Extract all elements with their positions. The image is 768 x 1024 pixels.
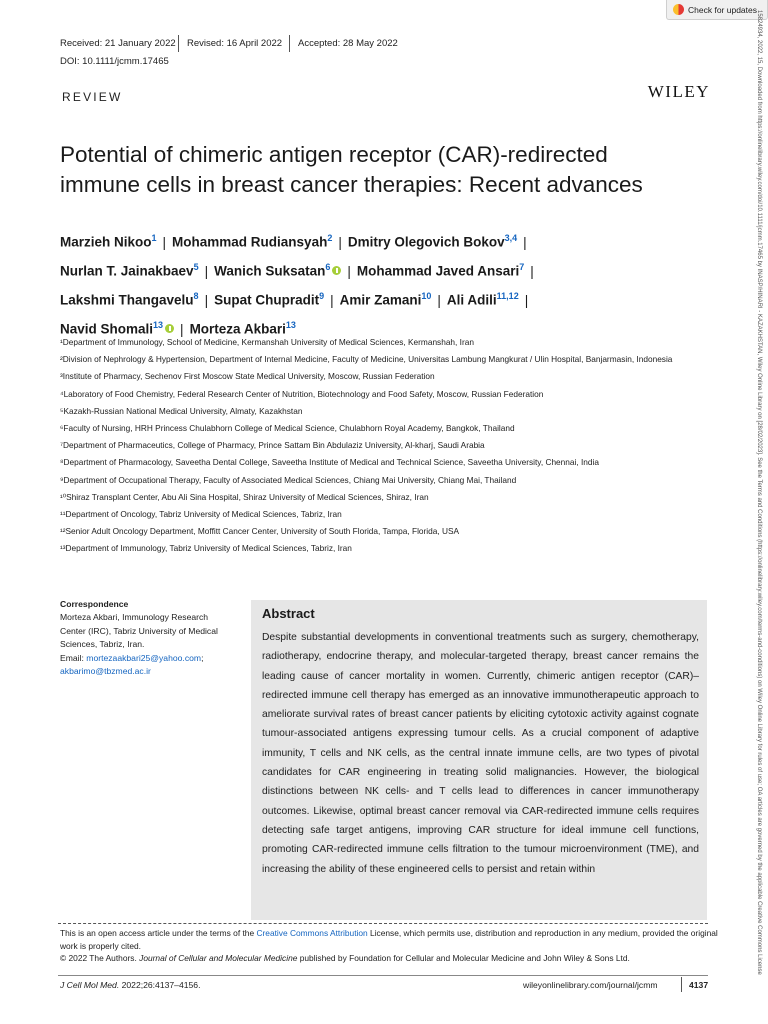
footer-divider [681,977,682,992]
license-block [60,927,720,965]
journal-url[interactable]: wileyonlinelibrary.com/journal/jcmm [523,980,658,990]
author-affiliation-sup: 7 [519,262,525,272]
author-separator: | [347,263,351,279]
publisher-logo: WILEY [647,82,710,101]
author-separator: | [437,292,441,308]
author-affiliation-sup: 5 [193,262,199,272]
author-separator: | [180,321,184,337]
header-divider [178,35,179,52]
author-name[interactable]: Wanich Suksatan [214,263,326,279]
affiliation-item: ⁶Faculty of Nursing, HRH Princess Chulabhorn College of Medical Science, Chulabhorn Royal Academy, Bangkok, Thailand [60,423,515,434]
author-affiliation-sup: 2 [327,233,333,243]
author-separator: | [523,234,527,250]
author-separator: | [330,292,334,308]
page-number: 4137 [689,980,709,990]
author-affiliation-sup: 10 [421,291,432,301]
doi: DOI: 10.1111/jcmm.17465 [60,56,169,67]
author-name[interactable]: Lakshmi Thangavelu [60,292,194,308]
article-title: Potential of chimeric antigen receptor (CAR)-redirected immune cells in breast cancer therapies: Recent advances [60,142,643,197]
footer-rule [58,975,708,976]
journal-name: Journal of Cellular and Molecular Medicine [139,953,298,963]
author-separator: | [338,234,342,250]
footer-citation [60,980,200,990]
author-name[interactable]: Nurlan T. Jainakbaev [60,263,194,279]
check-for-updates-label: Check for updates [688,4,757,15]
author-name[interactable]: Mohammad Rudiansyah [172,234,328,250]
affiliation-item: ²Division of Nephrology & Hypertension, Department of Internal Medicine, Faculty of Medicine, Universitas Lambung Mangkurat / Ulin Hospital, Banjarmasin, Indonesia [60,354,673,365]
affiliation-item: ⁴Laboratory of Food Chemistry, Federal Research Center of Nutrition, Biotechnology and Food Safety, Moscow, Russian Federation [60,388,544,399]
author-name[interactable]: Navid Shomali [60,321,154,337]
author-separator: | [162,234,167,250]
email-label: Email: [60,652,84,663]
affiliation-item: ¹⁰Shiraz Transplant Center, Abu Ali Sina Hospital, Shiraz University of Medical Sciences, Shiraz, Iran [60,491,429,502]
author-affiliation-sup: 9 [319,291,325,301]
author-affiliation-sup: 3,4 [504,233,518,243]
author-separator: | [530,263,534,279]
author-name[interactable]: Dmitry Olegovich Bokov [347,234,505,250]
affiliation-item: ⁸Department of Pharmacology, Saveetha Dental College, Saveetha Institute of Medical and Technical Science, Saveetha University, Chennai, India [60,457,599,468]
license-divider [58,923,708,924]
download-note-sidebar [748,10,764,1010]
email-separator: ; [201,652,204,663]
download-note: 15824934, 2022, 15, Downloaded from https://onlinelibrary.wiley.com/doi/10.1111/jcmm.17465 by INASP/HINARI - KAZAKHSTAN, Wiley Online Library on [28/02/2023]. See the Terms and Conditions (https://onlinelibrary.wiley.com/terms-and-conditions) on Wiley Online Library for rules of use; OA articles are governed by the applicable Creative Commons License [756,10,762,975]
citation-journal: J Cell Mol Med. [60,980,120,990]
author-list [60,226,700,342]
affiliation-item: ¹¹Department of Oncology, Tabriz University of Medical Sciences, Tabriz, Iran [60,509,342,520]
crossmark-icon [673,4,684,15]
correspondence-block [60,598,230,678]
author-affiliation-sup: 1 [151,233,157,243]
author-affiliation-sup: 11,12 [496,291,519,301]
correspondence-address: Morteza Akbari, Immunology Research Center (IRC), Tabriz University of Medical Sciences, Tabriz, Iran. [60,612,218,650]
author-affiliation-sup: 6 [325,262,331,272]
author-separator: | [204,263,209,279]
author-name[interactable]: Marzieh Nikoo [60,234,152,250]
email-link-1[interactable]: mortezaakbari25@yahoo.com [86,652,202,663]
author-affiliation-sup: 13 [153,320,164,330]
affiliation-item: ⁷Department of Pharmaceutics, College of Pharmacy, Prince Sattam Bin Abdulaziz University, Al-kharj, Saudi Arabia [60,440,485,451]
author-name[interactable]: Supat Chupradit [214,292,320,308]
license-text-cont: License, which permits use, distribution and reproduction in any medium, provided the original work is properly cited. [60,928,718,951]
affiliation-item: ⁵Kazakh-Russian National Medical University, Almaty, Kazakhstan [60,405,303,416]
affiliation-item: ⁹Department of Occupational Therapy, Faculty of Associated Medical Sciences, Chiang Mai University, Chiang Mai, Thailand [60,474,517,485]
affiliation-list [60,334,720,558]
author-name[interactable]: Amir Zamani [339,292,422,308]
affiliation-item: ¹²Senior Adult Oncology Department, Moffitt Cancer Center, University of South Florida, Tampa, Florida, USA [60,526,460,537]
revised-date: Revised: 16 April 2022 [187,38,283,49]
author-separator: | [524,292,529,308]
header-divider [289,35,290,52]
author-affiliation-sup: 8 [193,291,199,301]
affiliation-item: ¹Department of Immunology, School of Medicine, Kermanshah University of Medical Sciences, Kermanshah, Iran [60,337,474,347]
email-link-2[interactable]: akbarimo@tbzmed.ac.ir [60,666,151,677]
author-name[interactable]: Mohammad Javed Ansari [356,263,520,279]
copyright-suffix: published by Foundation for Cellular and Molecular Medicine and John Wiley & Sons Ltd. [297,953,630,963]
author-name[interactable]: Morteza Akbari [189,321,286,337]
author-separator: | [204,292,209,308]
section-label: REVIEW [62,90,123,104]
affiliation-item: ¹³Department of Immunology, Tabriz University of Medical Sciences, Tabriz, Iran [60,543,352,554]
author-affiliation-sup: 13 [285,320,296,330]
citation-details: 2022;26:4137–4156. [119,980,201,990]
copyright-prefix: © 2022 The Authors. [60,953,140,963]
correspondence-heading: Correspondence [60,599,129,609]
orcid-icon[interactable] [332,266,341,275]
abstract-text: Despite substantial developments in conventional treatments such as surgery, chemotherapy, radiotherapy, endocrine therapy, and molecular-targeted therapy, breast cancer remains the leading cause of cancer mortality in women. Currently, chimeric antigen receptor (CAR)–redirected immune cell therapy has emerged as an innovative immunotherapeutic approach to ameliorate survival rates of breast cancer patients by eliciting cytotoxic activity against cognate tumour-associated antigens expressing tumour cells. As a crucial component of adaptive immunity, T cells and NK cells, as the central innate immune cells, are two types of pivotal candidates for CAR engineering in treating solid malignancies. However, the biological distinctions between NK cells- and T cells lead to differences in cancer immunotherapy outcomes. Likewise, optimal breast cancer removal via CAR-redirected immune cells requires detecting safe target antigens, improving CAR structure for ideal immune cell functions, promoting CAR-redirected immune cells filtration to the tumour microenvironment (TME), and increasing the ability of these engineered cells to persist and retain within [262,632,699,875]
author-name[interactable]: Ali Adili [446,292,497,308]
creative-commons-link[interactable]: Creative Commons Attribution [256,928,368,938]
license-text: This is an open access article under the terms of the [60,928,257,938]
abstract-heading: Abstract [262,606,315,621]
accepted-date: Accepted: 28 May 2022 [298,38,398,49]
affiliation-item: ³Institute of Pharmacy, Sechenov First Moscow State Medical University, Moscow, Russian Federation [60,371,435,382]
orcid-icon[interactable] [165,324,174,333]
received-date: Received: 21 January 2022 [60,38,176,49]
